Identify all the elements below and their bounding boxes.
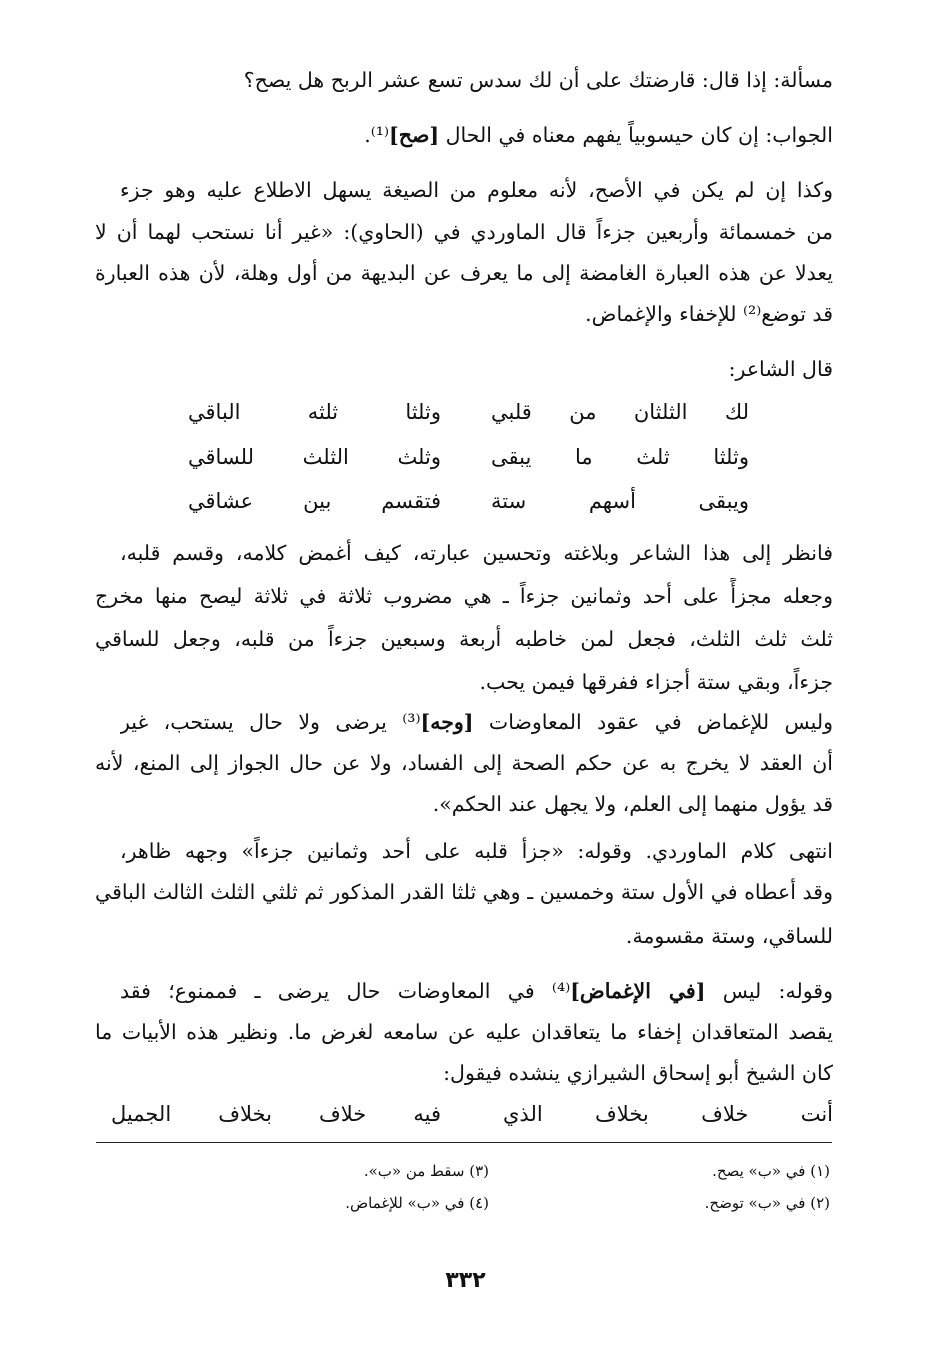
verse-hemistich: وثلث الثلث للساقي [188, 445, 441, 469]
text-segment: وقوله: ليس [705, 979, 833, 1003]
verse-hemistich: ويبقى أسهم ستة [491, 489, 749, 513]
bracket-wajh: [وجه] [420, 710, 474, 734]
footnote-3: (٣) سقط من «ب». [363, 1162, 489, 1180]
poet-intro: قال الشاعر: [728, 357, 833, 381]
text-line: وقد أعطاه في الأول ستة وخمسين ـ وهي ثلثا القدر المذكور ثم ثلثي الثلث الثالث الباقي [95, 880, 833, 904]
text-line: ثلث ثلث الثلث، فجعل لمن خاطبه أربعة وسبعين جزءاً من قلبه، وجعل للساقي [95, 627, 833, 651]
text-line: للساقي، وستة مقسومة. [625, 924, 833, 948]
footnote-4: (٤) في «ب» للإغماض. [345, 1194, 489, 1212]
bracket-sah: [صح] [389, 123, 440, 147]
answer-text: الجواب: إن كان حيسوبياً يفهم معناه في الحال [439, 123, 833, 147]
text-line: وكذا إن لم يكن في الأصح، لأنه معلوم من الصيغة يسهل الاطلاع عليه وهو جزء [120, 178, 833, 202]
verse-hemistich: وثلثا ثلثه الباقي [188, 400, 441, 424]
footnote-ref-1: ⁽¹⁾. [364, 123, 390, 147]
verse-hemistich: فيه خلاف بخلاف الجميل [111, 1102, 441, 1126]
text-segment: ⁽⁴⁾ في المعاوضات حال يرضى ـ فممنوع؛ فقد [120, 979, 571, 1003]
verse-hemistich: فتقسم بين عشاقي [188, 489, 441, 513]
text-line: أن العقد لا يخرج به عن حكم الصحة إلى الفساد، ولا عن حال الجواز إلى المنع، لأنه [95, 751, 833, 775]
footnote-1: (١) في «ب» يصح. [712, 1162, 830, 1180]
footnote-2: (٢) في «ب» توضح. [704, 1194, 830, 1212]
text-line: جزءاً، وبقي ستة أجزاء ففرقها فيمن يحب. [479, 670, 833, 694]
text-segment: ⁽³⁾ يرضى ولا حال يستحب، غير [120, 710, 421, 734]
paragraph-answer [95, 117, 833, 153]
text-line: كان الشيخ أبو إسحاق الشيرازي ينشده فيقول: [443, 1061, 833, 1085]
verse-hemistich: لك الثلثان من قلبي [491, 400, 749, 424]
text-line: قد توضع⁽²⁾ للإخفاء والإغماض. [585, 302, 833, 326]
bracket-ighmad: [في الإغماض] [570, 979, 706, 1003]
verse-hemistich: وثلثا ثلث ما يبقى [491, 445, 749, 469]
text-line: وجعله مجزأً على أحد وثمانين جزءاً ـ هي مضروب ثلاثة في ثلاثة ليصح منها مخرج [95, 584, 833, 608]
text-line: يقصد المتعاقدان إخفاء ما يتعاقدان عليه عن سامعه لغرض ما. ونظير هذه الأبيات ما [95, 1020, 833, 1044]
text-segment: وليس للإغماض في عقود المعاوضات [473, 710, 833, 734]
paragraph-question: مسألة: إذا قال: قارضتك على أن لك سدس تسع عشر الربح هل يصح؟ [243, 68, 833, 92]
text-line: من خمسمائة وأربعين جزءاً قال الماوردي في (الحاوي): «غير أنا نستحب لهما أن لا [95, 220, 833, 244]
text-line: يعدلا عن هذه العبارة الغامضة إلى ما يعرف عن البديهة من أول وهلة، لأن هذه العبارة [95, 261, 833, 285]
text-line: انتهى كلام الماوردي. وقوله: «جزأ قلبه على أحد وثمانين جزءاً» وجهه ظاهر، [120, 839, 833, 863]
text-line: فانظر إلى هذا الشاعر وبلاغته وتحسين عبارته، كيف أغمض كلامه، وقسم قلبه، [120, 541, 833, 565]
footnote-separator [96, 1142, 832, 1143]
page-number: ٣٣٢ [445, 1268, 486, 1293]
text-line [120, 973, 833, 1009]
text-line: قد يؤول منهما إلى العلم، ولا يجهل عند الحكم». [432, 792, 833, 816]
verse-hemistich: أنت خلاف بخلاف الذي [503, 1102, 833, 1126]
text-line [120, 704, 833, 740]
